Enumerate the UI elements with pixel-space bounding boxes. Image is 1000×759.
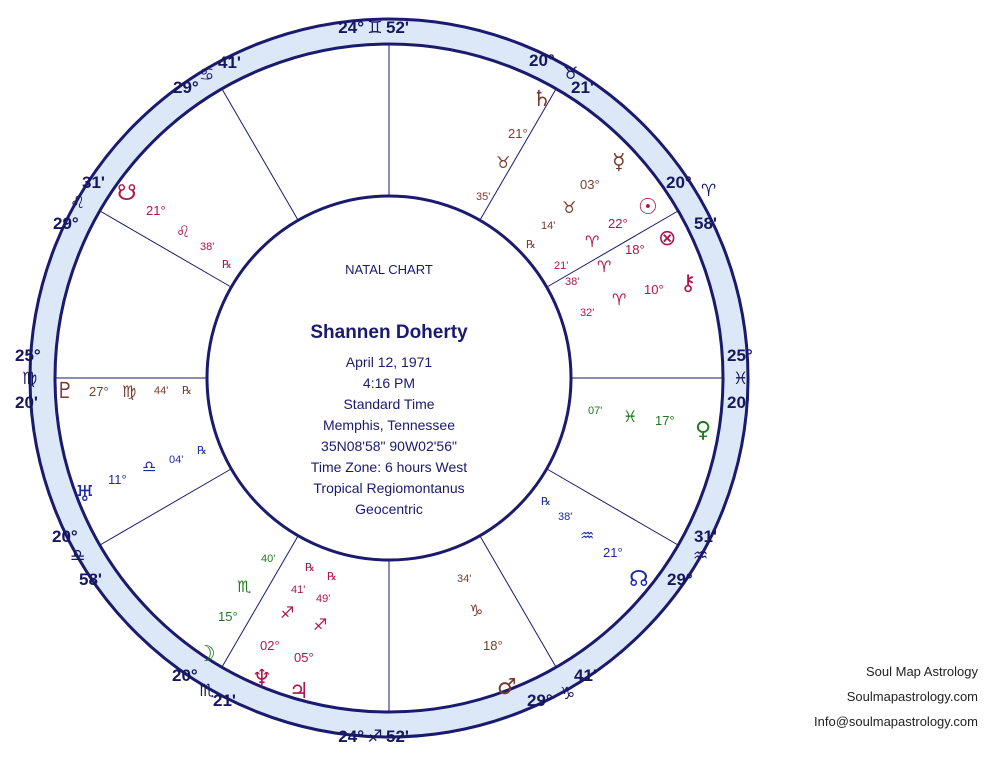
north-node-icon: ☊ (629, 567, 649, 592)
cusp-10-minute: 52' (386, 18, 409, 37)
fortune-icon: ⊗ (658, 226, 677, 251)
cusp-6-sign-icon: ♎ (70, 546, 86, 566)
cusp-1-minute: 20' (727, 393, 750, 412)
venus-degree: 17° (655, 413, 675, 428)
saturn-icon: ♄ (532, 87, 552, 112)
cusp-11-sign-icon: ♉ (563, 64, 579, 84)
mercury-sign-icon: ♉ (562, 198, 577, 217)
cusp-12-minute: 58' (694, 214, 717, 233)
saturn-minute: 35' (476, 191, 491, 203)
cusp-5-minute: 21' (213, 691, 236, 710)
chart-type-label: NATAL CHART (345, 262, 433, 277)
fortune-degree: 18° (625, 242, 645, 257)
north-node-sign-icon: ♒ (580, 526, 595, 545)
cusp-5-degree: 20° (172, 666, 198, 685)
pluto-sign-icon: ♍ (122, 382, 137, 401)
cusp-11-degree: 20° (529, 51, 555, 70)
south-node-degree: 21° (146, 203, 166, 218)
mercury-minute: 14' (541, 220, 556, 232)
cusp-9-sign-icon: ♋ (199, 65, 215, 85)
cusp-8-sign-icon: ♌ (70, 193, 86, 213)
neptune-minute: 41' (291, 584, 306, 596)
south-node-retrograde: ℞ (222, 259, 232, 271)
north-node-retrograde: ℞ (541, 496, 551, 508)
mars-degree: 18° (483, 638, 503, 653)
cusp-12-sign-icon: ♈ (701, 181, 717, 201)
time-zone: Time Zone: 6 hours West (310, 459, 468, 475)
chiron-sign-icon: ♈ (612, 290, 627, 309)
neptune-retrograde: ℞ (305, 562, 315, 574)
mercury-retrograde: ℞ (526, 239, 536, 251)
cusp-7-degree: 25° (15, 346, 41, 365)
cusp-11-minute: 21' (571, 78, 594, 97)
chiron-icon: ⚷ (680, 271, 697, 296)
cusp-10-degree: 24° (338, 18, 364, 37)
jupiter-degree: 05° (294, 650, 314, 665)
cusp-2-degree: 29° (667, 570, 693, 589)
jupiter-retrograde: ℞ (327, 571, 337, 583)
venus-sign-icon: ♓ (623, 407, 638, 426)
sun-degree: 22° (608, 216, 628, 231)
footer-email[interactable]: Info@soulmapastrology.com (814, 714, 978, 729)
pluto-degree: 27° (89, 384, 109, 399)
cusp-3-degree: 29° (527, 691, 553, 710)
moon-icon: ☽ (196, 642, 216, 667)
footer-company: Soul Map Astrology (865, 664, 978, 679)
mercury-degree: 03° (580, 177, 600, 192)
cusp-4-degree: 24° (338, 727, 364, 746)
cusp-4-sign-icon: ♐ (367, 727, 383, 747)
neptune-degree: 02° (260, 638, 280, 653)
mars-icon: ♂ (497, 675, 517, 700)
cusp-6-minute: 58' (79, 570, 102, 589)
uranus-retrograde: ℞ (197, 445, 207, 457)
cusp-4-minute: 52' (386, 727, 409, 746)
footer-website[interactable]: Soulmapastrology.com (846, 689, 978, 704)
cusp-1-sign-icon: ♓ (733, 369, 749, 389)
birth-place: Memphis, Tennessee (322, 417, 456, 433)
fortune-sign-icon: ♈ (597, 257, 612, 276)
person-name: Shannen Doherty (310, 322, 468, 343)
jupiter-icon: ♃ (289, 679, 309, 704)
pluto-minute: 44' (154, 385, 169, 397)
sun-icon: ☉ (638, 195, 658, 220)
cusp-7-minute: 20' (15, 393, 38, 412)
chiron-minute: 32' (580, 307, 595, 319)
venus-icon: ♀ (695, 418, 712, 443)
perspective: Geocentric (355, 501, 423, 517)
cusp-5-sign-icon: ♏ (199, 681, 215, 701)
birth-date: April 12, 1971 (345, 354, 433, 370)
cusp-3-minute: 41' (574, 666, 597, 685)
saturn-sign-icon: ♉ (496, 153, 511, 172)
time-standard: Standard Time (343, 396, 435, 412)
pluto-icon: ♇ (55, 379, 75, 404)
fortune-minute: 38' (565, 276, 580, 288)
mercury-icon: ☿ (612, 150, 626, 175)
north-node-degree: 21° (603, 545, 623, 560)
jupiter-sign-icon: ♐ (313, 615, 328, 634)
cusp-9-degree: 29° (173, 78, 199, 97)
jupiter-minute: 49' (316, 593, 331, 605)
cusp-7-sign-icon: ♍ (22, 369, 38, 389)
mars-sign-icon: ♑ (469, 601, 484, 620)
moon-sign-icon: ♏ (237, 577, 252, 596)
neptune-sign-icon: ♐ (280, 603, 295, 622)
pluto-retrograde: ℞ (182, 385, 192, 397)
cusp-8-minute: 31' (82, 173, 105, 192)
moon-minute: 40' (261, 553, 276, 565)
cusp-3-sign-icon: ♑ (560, 684, 576, 704)
coordinates: 35N08'58" 90W02'56" (321, 438, 457, 454)
neptune-icon: ♆ (252, 666, 272, 691)
uranus-icon: ♅ (75, 482, 95, 507)
cusp-6-degree: 20° (52, 527, 78, 546)
uranus-sign-icon: ♎ (142, 457, 157, 476)
birth-time: 4:16 PM (362, 375, 416, 391)
cusp-8-degree: 29° (53, 214, 79, 233)
mars-minute: 34' (457, 573, 472, 585)
chiron-degree: 10° (644, 282, 664, 297)
cusp-12-degree: 20° (666, 173, 692, 192)
cusp-2-minute: 31' (694, 527, 717, 546)
uranus-minute: 04' (169, 454, 184, 466)
cusp-9-minute: 41' (218, 53, 241, 72)
sun-sign-icon: ♈ (585, 232, 600, 251)
saturn-degree: 21° (508, 126, 528, 141)
north-node-minute: 38' (558, 511, 573, 523)
uranus-degree: 11° (108, 472, 127, 487)
sun-minute: 21' (554, 260, 569, 272)
moon-degree: 15° (218, 609, 238, 624)
cusp-1-degree: 25° (727, 346, 753, 365)
house-system: Tropical Regiomontanus (313, 480, 465, 496)
south-node-minute: 38' (200, 241, 215, 253)
venus-minute: 07' (588, 405, 603, 417)
south-node-sign-icon: ♌ (176, 222, 191, 241)
cusp-2-sign-icon: ♒ (693, 546, 709, 566)
cusp-10-sign-icon: ♊ (367, 18, 383, 38)
south-node-icon: ☋ (117, 181, 137, 206)
